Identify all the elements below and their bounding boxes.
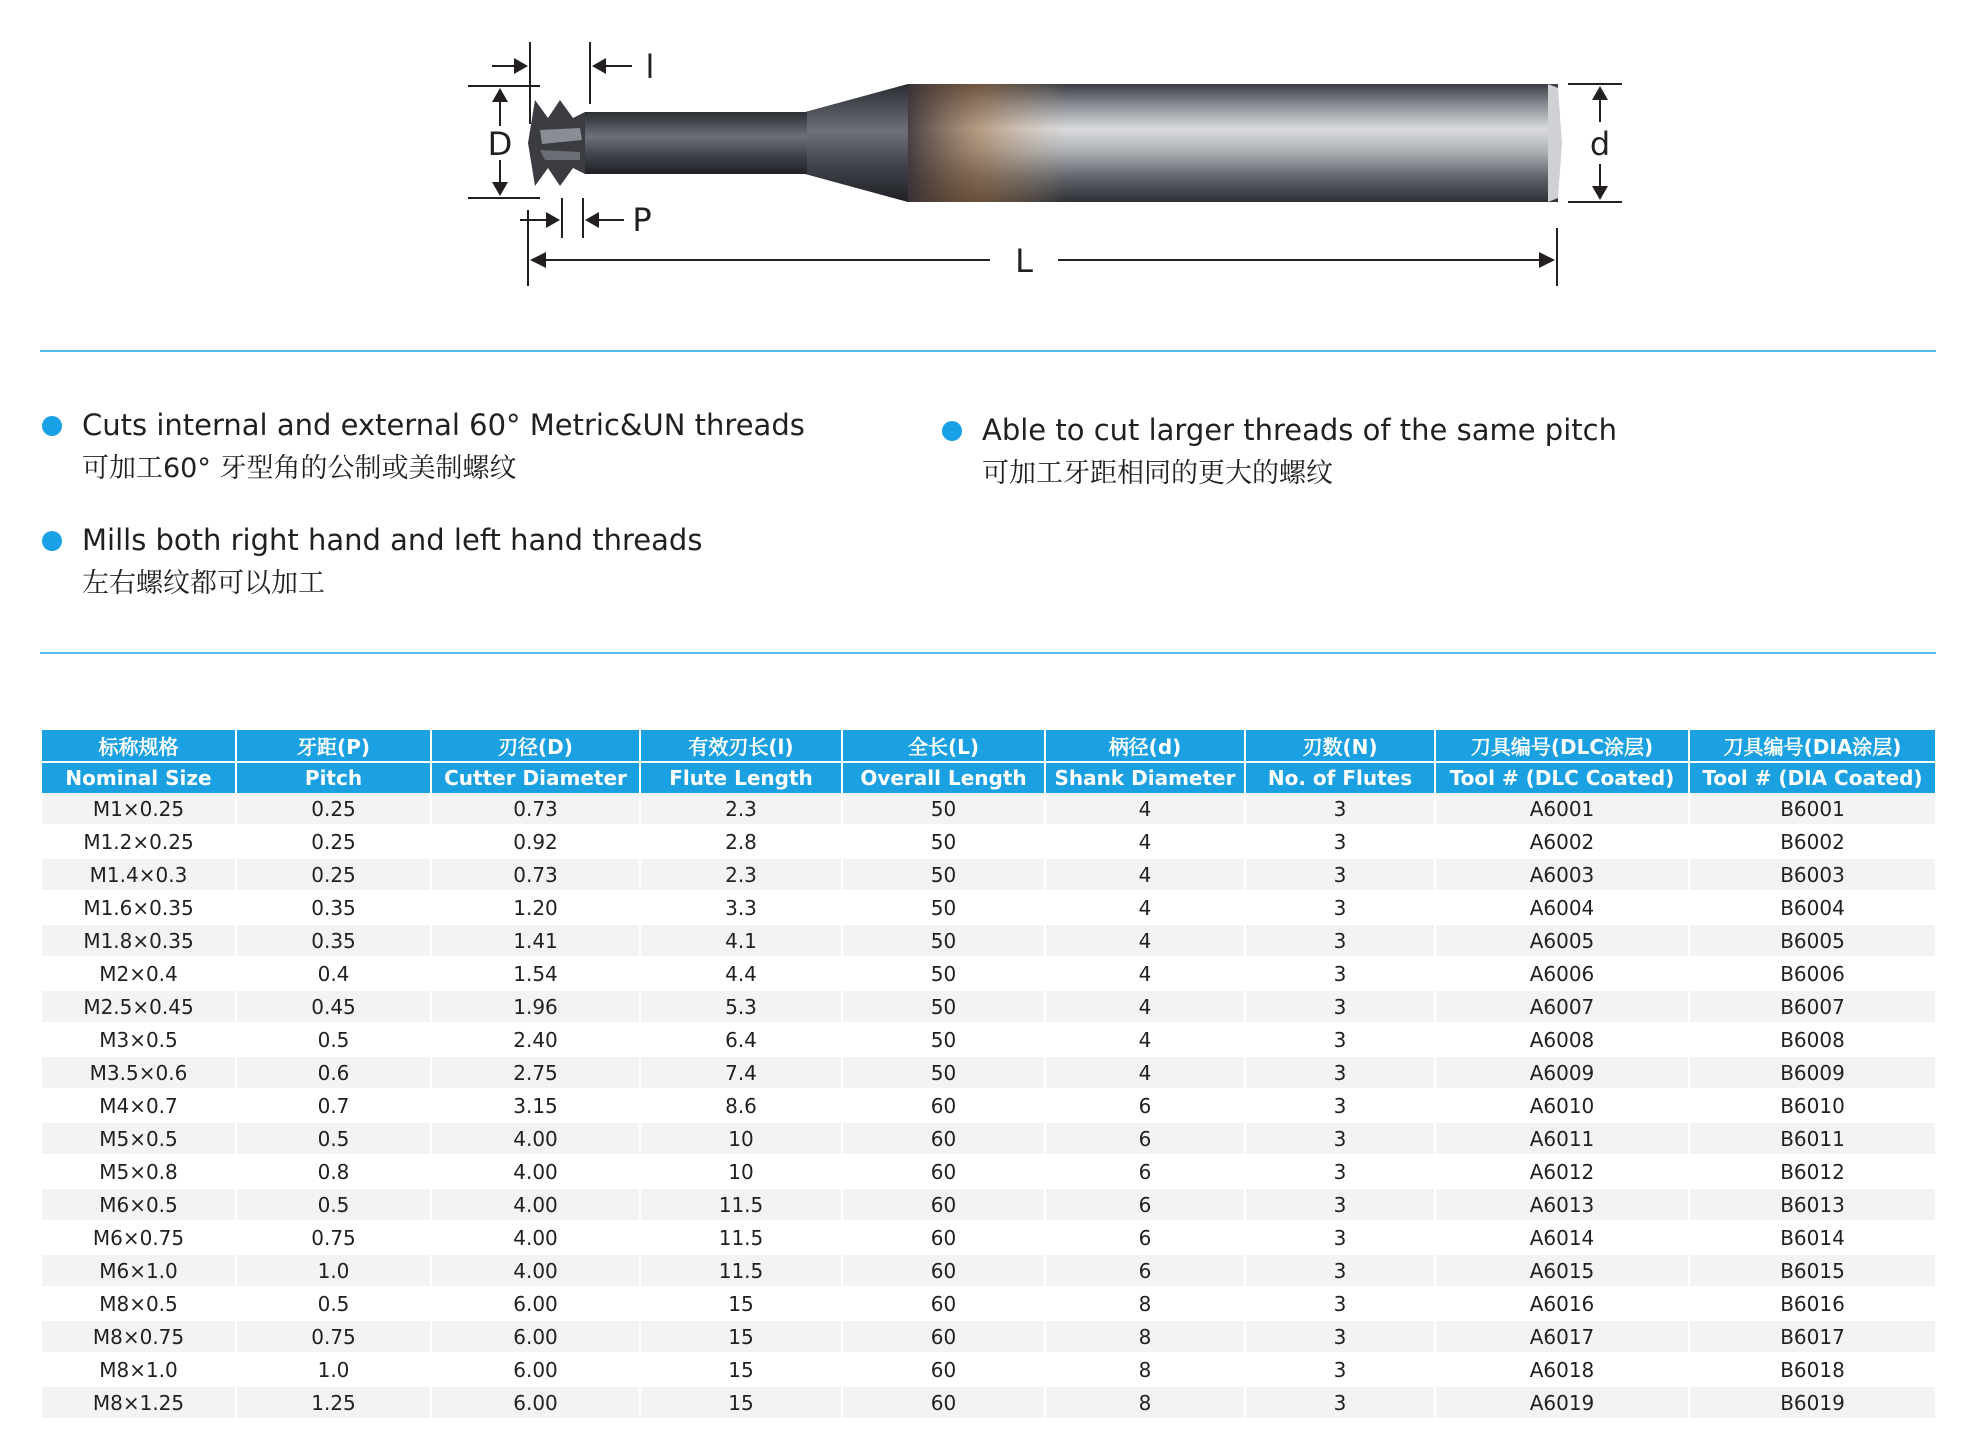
table-row: [42, 1353, 1935, 1386]
col-header-cn-cutter-diameter: 刃径(D): [431, 730, 640, 762]
cell-pitch: 0.25: [236, 825, 431, 858]
cell-pitch: 0.25: [236, 793, 431, 825]
cell-shank-diameter: 4: [1045, 1056, 1245, 1089]
cell-shank-diameter: 4: [1045, 891, 1245, 924]
cell-shank-diameter: 4: [1045, 990, 1245, 1023]
bullet-icon: [42, 531, 62, 551]
cell-tool-dlc: A6005: [1435, 924, 1689, 957]
cell-nominal-size: M3.5×0.6: [42, 1056, 236, 1089]
table-row: [42, 825, 1935, 858]
cell-shank-diameter: 4: [1045, 957, 1245, 990]
cell-no-of-flutes: 3: [1245, 891, 1435, 924]
col-header-cn-tool-dia: 刀具编号(DIA涂层): [1689, 730, 1935, 762]
cell-cutter-diameter: 0.73: [431, 858, 640, 891]
table-row: [42, 1386, 1935, 1419]
cell-pitch: 0.7: [236, 1089, 431, 1122]
cell-cutter-diameter: 3.15: [431, 1089, 640, 1122]
cell-cutter-diameter: 4.00: [431, 1155, 640, 1188]
cell-pitch: 1.25: [236, 1386, 431, 1419]
cell-no-of-flutes: 3: [1245, 1353, 1435, 1386]
col-header-en-pitch: Pitch: [236, 762, 431, 793]
cell-overall-length: 50: [842, 924, 1045, 957]
cell-pitch: 0.5: [236, 1122, 431, 1155]
cell-cutter-diameter: 4.00: [431, 1221, 640, 1254]
cell-shank-diameter: 8: [1045, 1320, 1245, 1353]
table-row: [42, 1023, 1935, 1056]
cell-no-of-flutes: 3: [1245, 1221, 1435, 1254]
cell-flute-length: 2.8: [640, 825, 842, 858]
cell-flute-length: 2.3: [640, 793, 842, 825]
cell-shank-diameter: 6: [1045, 1155, 1245, 1188]
spec-table: [42, 730, 1935, 1420]
feature-text-cn: 可加工60° 牙型角的公制或美制螺纹: [82, 453, 517, 484]
cell-flute-length: 11.5: [640, 1254, 842, 1287]
cell-pitch: 0.4: [236, 957, 431, 990]
cell-nominal-size: M2.5×0.45: [42, 990, 236, 1023]
col-header-cn-tool-dlc: 刀具编号(DLC涂层): [1435, 730, 1689, 762]
cell-shank-diameter: 8: [1045, 1386, 1245, 1419]
shank-coating-tint: [908, 84, 1068, 202]
table-row: [42, 793, 1935, 825]
cell-no-of-flutes: 3: [1245, 1122, 1435, 1155]
cell-tool-dlc: A6002: [1435, 825, 1689, 858]
cell-nominal-size: M6×1.0: [42, 1254, 236, 1287]
cell-nominal-size: M5×0.8: [42, 1155, 236, 1188]
cell-nominal-size: M1.4×0.3: [42, 858, 236, 891]
table-row: [42, 1188, 1935, 1221]
cell-overall-length: 50: [842, 990, 1045, 1023]
col-header-cn-overall-length: 全长(L): [842, 730, 1045, 762]
cell-overall-length: 50: [842, 891, 1045, 924]
divider-top: [40, 350, 1936, 352]
cell-shank-diameter: 4: [1045, 793, 1245, 825]
cell-no-of-flutes: 3: [1245, 1155, 1435, 1188]
cell-shank-diameter: 6: [1045, 1254, 1245, 1287]
col-header-en-tool-dia: Tool # (DIA Coated): [1689, 762, 1935, 793]
cell-flute-length: 10: [640, 1155, 842, 1188]
cell-no-of-flutes: 3: [1245, 990, 1435, 1023]
cell-flute-length: 6.4: [640, 1023, 842, 1056]
cell-shank-diameter: 6: [1045, 1221, 1245, 1254]
cell-cutter-diameter: 2.75: [431, 1056, 640, 1089]
cell-shank-diameter: 4: [1045, 1023, 1245, 1056]
cell-tool-dlc: A6018: [1435, 1353, 1689, 1386]
divider-bottom: [40, 652, 1936, 654]
cell-cutter-diameter: 6.00: [431, 1320, 640, 1353]
cell-no-of-flutes: 3: [1245, 957, 1435, 990]
cell-tool-dlc: A6008: [1435, 1023, 1689, 1056]
header-row-cn: [42, 730, 1935, 762]
cell-tool-dlc: A6001: [1435, 793, 1689, 825]
cell-cutter-diameter: 4.00: [431, 1188, 640, 1221]
table-row: [42, 1056, 1935, 1089]
cell-overall-length: 50: [842, 858, 1045, 891]
cell-overall-length: 60: [842, 1155, 1045, 1188]
cell-tool-dlc: A6004: [1435, 891, 1689, 924]
cell-tool-dia: B6007: [1689, 990, 1935, 1023]
cell-no-of-flutes: 3: [1245, 1023, 1435, 1056]
cell-cutter-diameter: 1.20: [431, 891, 640, 924]
cell-nominal-size: M6×0.5: [42, 1188, 236, 1221]
cell-tool-dlc: A6009: [1435, 1056, 1689, 1089]
cell-tool-dia: B6017: [1689, 1320, 1935, 1353]
table-row: [42, 957, 1935, 990]
cell-cutter-diameter: 1.54: [431, 957, 640, 990]
cell-nominal-size: M8×0.5: [42, 1287, 236, 1320]
cell-pitch: 0.5: [236, 1023, 431, 1056]
cell-pitch: 0.8: [236, 1155, 431, 1188]
cell-overall-length: 60: [842, 1221, 1045, 1254]
pitch-label: P: [632, 201, 652, 239]
cell-overall-length: 50: [842, 957, 1045, 990]
cell-cutter-diameter: 4.00: [431, 1122, 640, 1155]
cell-pitch: 1.0: [236, 1353, 431, 1386]
cell-cutter-diameter: 1.96: [431, 990, 640, 1023]
cell-tool-dia: B6004: [1689, 891, 1935, 924]
table-body: [42, 793, 1935, 1419]
cell-shank-diameter: 6: [1045, 1122, 1245, 1155]
overall-length-label: L: [1015, 242, 1033, 280]
cell-cutter-diameter: 2.40: [431, 1023, 640, 1056]
cell-nominal-size: M1.6×0.35: [42, 891, 236, 924]
feature-text-en: Mills both right hand and left hand threads: [82, 523, 703, 557]
col-header-en-cutter-diameter: Cutter Diameter: [431, 762, 640, 793]
col-header-en-flute-length: Flute Length: [640, 762, 842, 793]
bullet-icon: [942, 421, 962, 441]
cell-no-of-flutes: 3: [1245, 1056, 1435, 1089]
cell-no-of-flutes: 3: [1245, 1320, 1435, 1353]
cell-tool-dia: B6018: [1689, 1353, 1935, 1386]
cell-tool-dia: B6015: [1689, 1254, 1935, 1287]
cell-no-of-flutes: 3: [1245, 858, 1435, 891]
cell-pitch: 0.5: [236, 1287, 431, 1320]
cell-no-of-flutes: 3: [1245, 924, 1435, 957]
cell-tool-dia: B6016: [1689, 1287, 1935, 1320]
cell-tool-dia: B6013: [1689, 1188, 1935, 1221]
cell-pitch: 0.5: [236, 1188, 431, 1221]
col-header-en-overall-length: Overall Length: [842, 762, 1045, 793]
cell-pitch: 0.45: [236, 990, 431, 1023]
col-header-en-tool-dlc: Tool # (DLC Coated): [1435, 762, 1689, 793]
cell-tool-dia: B6005: [1689, 924, 1935, 957]
cell-flute-length: 7.4: [640, 1056, 842, 1089]
cell-cutter-diameter: 6.00: [431, 1287, 640, 1320]
col-header-en-nominal-size: Nominal Size: [42, 762, 236, 793]
cell-tool-dlc: A6019: [1435, 1386, 1689, 1419]
cell-shank-diameter: 4: [1045, 858, 1245, 891]
cell-tool-dia: B6019: [1689, 1386, 1935, 1419]
col-header-cn-shank-diameter: 柄径(d): [1045, 730, 1245, 762]
cell-no-of-flutes: 3: [1245, 1386, 1435, 1419]
cell-nominal-size: M2×0.4: [42, 957, 236, 990]
cell-flute-length: 11.5: [640, 1221, 842, 1254]
cell-flute-length: 15: [640, 1386, 842, 1419]
cell-shank-diameter: 8: [1045, 1353, 1245, 1386]
shank-chamfer: [1548, 84, 1562, 202]
cell-nominal-size: M1.8×0.35: [42, 924, 236, 957]
table-row: [42, 1122, 1935, 1155]
tool-neck: [585, 112, 807, 174]
table-row: [42, 990, 1935, 1023]
cell-overall-length: 60: [842, 1386, 1045, 1419]
table-row: [42, 1089, 1935, 1122]
cell-no-of-flutes: 3: [1245, 793, 1435, 825]
cell-tool-dia: B6012: [1689, 1155, 1935, 1188]
cell-flute-length: 4.4: [640, 957, 842, 990]
cell-no-of-flutes: 3: [1245, 825, 1435, 858]
cell-tool-dia: B6003: [1689, 858, 1935, 891]
table-row: [42, 1320, 1935, 1353]
cell-tool-dia: B6011: [1689, 1122, 1935, 1155]
cell-tool-dlc: A6007: [1435, 990, 1689, 1023]
table-row: [42, 1254, 1935, 1287]
cell-nominal-size: M1×0.25: [42, 793, 236, 825]
cell-pitch: 1.0: [236, 1254, 431, 1287]
cell-tool-dia: B6010: [1689, 1089, 1935, 1122]
cell-no-of-flutes: 3: [1245, 1287, 1435, 1320]
cell-tool-dlc: A6011: [1435, 1122, 1689, 1155]
cell-flute-length: 15: [640, 1287, 842, 1320]
cell-tool-dlc: A6015: [1435, 1254, 1689, 1287]
cell-nominal-size: M8×0.75: [42, 1320, 236, 1353]
col-header-en-shank-diameter: Shank Diameter: [1045, 762, 1245, 793]
col-header-cn-no-of-flutes: 刃数(N): [1245, 730, 1435, 762]
cell-pitch: 0.75: [236, 1221, 431, 1254]
cell-nominal-size: M5×0.5: [42, 1122, 236, 1155]
cell-tool-dlc: A6016: [1435, 1287, 1689, 1320]
diameter-label: D: [487, 125, 513, 163]
cell-flute-length: 15: [640, 1353, 842, 1386]
cell-nominal-size: M6×0.75: [42, 1221, 236, 1254]
cell-nominal-size: M3×0.5: [42, 1023, 236, 1056]
cell-flute-length: 4.1: [640, 924, 842, 957]
thread-mill-diagram: [0, 0, 1970, 300]
table-row: [42, 1287, 1935, 1320]
cell-cutter-diameter: 0.92: [431, 825, 640, 858]
cell-overall-length: 60: [842, 1353, 1045, 1386]
cell-no-of-flutes: 3: [1245, 1188, 1435, 1221]
cell-tool-dia: B6014: [1689, 1221, 1935, 1254]
cell-overall-length: 60: [842, 1287, 1045, 1320]
col-header-en-no-of-flutes: No. of Flutes: [1245, 762, 1435, 793]
table-row: [42, 891, 1935, 924]
thread-cutter-head: [528, 100, 585, 186]
table-row: [42, 1221, 1935, 1254]
table-row: [42, 1155, 1935, 1188]
tool-taper: [805, 84, 908, 202]
cell-tool-dlc: A6003: [1435, 858, 1689, 891]
cell-tool-dia: B6002: [1689, 825, 1935, 858]
cell-flute-length: 5.3: [640, 990, 842, 1023]
cell-overall-length: 50: [842, 1056, 1045, 1089]
flute-length-label: l: [645, 48, 655, 86]
feature-text-cn: 可加工牙距相同的更大的螺纹: [982, 458, 1333, 489]
cell-flute-length: 10: [640, 1122, 842, 1155]
cell-pitch: 0.6: [236, 1056, 431, 1089]
cell-shank-diameter: 8: [1045, 1287, 1245, 1320]
cell-cutter-diameter: 6.00: [431, 1353, 640, 1386]
cell-overall-length: 50: [842, 1023, 1045, 1056]
cell-flute-length: 11.5: [640, 1188, 842, 1221]
cell-tool-dia: B6009: [1689, 1056, 1935, 1089]
cell-cutter-diameter: 6.00: [431, 1386, 640, 1419]
cell-overall-length: 60: [842, 1188, 1045, 1221]
col-header-cn-pitch: 牙距(P): [236, 730, 431, 762]
cell-cutter-diameter: 4.00: [431, 1254, 640, 1287]
col-header-cn-nominal-size: 标称规格: [42, 730, 236, 762]
cell-overall-length: 50: [842, 825, 1045, 858]
cell-flute-length: 15: [640, 1320, 842, 1353]
feature-text-cn: 左右螺纹都可以加工: [82, 568, 325, 599]
cell-shank-diameter: 4: [1045, 924, 1245, 957]
header-row-en: [42, 762, 1935, 793]
cell-tool-dlc: A6010: [1435, 1089, 1689, 1122]
cell-nominal-size: M1.2×0.25: [42, 825, 236, 858]
cell-cutter-diameter: 1.41: [431, 924, 640, 957]
cell-pitch: 0.75: [236, 1320, 431, 1353]
cell-overall-length: 60: [842, 1320, 1045, 1353]
cell-flute-length: 2.3: [640, 858, 842, 891]
cell-pitch: 0.25: [236, 858, 431, 891]
cell-overall-length: 60: [842, 1122, 1045, 1155]
cell-no-of-flutes: 3: [1245, 1254, 1435, 1287]
cell-nominal-size: M4×0.7: [42, 1089, 236, 1122]
cell-pitch: 0.35: [236, 891, 431, 924]
cell-flute-length: 3.3: [640, 891, 842, 924]
cell-tool-dlc: A6013: [1435, 1188, 1689, 1221]
table-row: [42, 858, 1935, 891]
cell-shank-diameter: 6: [1045, 1188, 1245, 1221]
cell-nominal-size: M8×1.0: [42, 1353, 236, 1386]
cell-tool-dia: B6006: [1689, 957, 1935, 990]
cell-overall-length: 60: [842, 1089, 1045, 1122]
cell-shank-diameter: 4: [1045, 825, 1245, 858]
cell-tool-dlc: A6014: [1435, 1221, 1689, 1254]
cell-nominal-size: M8×1.25: [42, 1386, 236, 1419]
table-row: [42, 924, 1935, 957]
cell-tool-dia: B6001: [1689, 793, 1935, 825]
bullet-icon: [42, 416, 62, 436]
cell-overall-length: 60: [842, 1254, 1045, 1287]
feature-text-en: Able to cut larger threads of the same pitch: [982, 413, 1617, 447]
cell-tool-dlc: A6006: [1435, 957, 1689, 990]
cell-overall-length: 50: [842, 793, 1045, 825]
feature-text-en: Cuts internal and external 60° Metric&UN threads: [82, 408, 805, 442]
cell-tool-dia: B6008: [1689, 1023, 1935, 1056]
col-header-cn-flute-length: 有效刃长(l): [640, 730, 842, 762]
cell-tool-dlc: A6012: [1435, 1155, 1689, 1188]
cell-tool-dlc: A6017: [1435, 1320, 1689, 1353]
cell-no-of-flutes: 3: [1245, 1089, 1435, 1122]
cell-pitch: 0.35: [236, 924, 431, 957]
cell-flute-length: 8.6: [640, 1089, 842, 1122]
cell-shank-diameter: 6: [1045, 1089, 1245, 1122]
shank-diameter-label: d: [1589, 125, 1611, 163]
cell-cutter-diameter: 0.73: [431, 793, 640, 825]
